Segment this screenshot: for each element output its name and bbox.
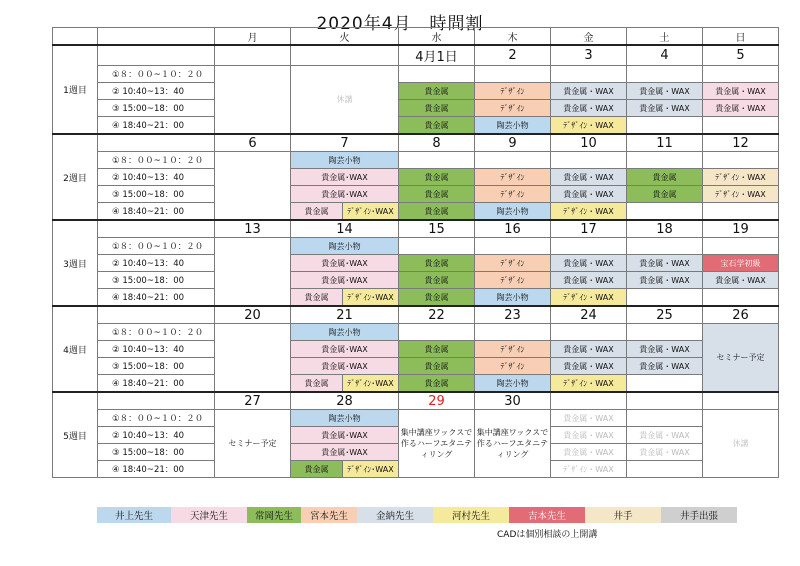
lesson-cell: 貴金属	[399, 169, 475, 186]
lesson-cell: 貴金属・WAX	[627, 255, 703, 272]
slot-label: ③ 15:00~18：00	[98, 186, 215, 203]
slot-label: ③ 15:00~18：00	[98, 358, 215, 375]
slot-label: ①８：００~１０：２０	[98, 324, 215, 341]
lesson-cell: 貴金属	[627, 169, 703, 186]
lesson-cell: ﾃﾞｻﾞｲﾝ･WAX	[343, 203, 399, 221]
weekday-header: 金	[551, 28, 627, 46]
lesson-cell: 貴金属	[291, 375, 343, 393]
lesson-cell: 貴金属･WAX	[291, 341, 399, 358]
slot-label: ④ 18:40~21：00	[98, 117, 215, 135]
lesson-cell: 陶芸小物	[291, 152, 399, 169]
legend-item: 宮本先生	[301, 507, 357, 523]
lesson-cell: 貴金属･WAX	[291, 169, 399, 186]
date-cell: 14	[291, 220, 399, 238]
lesson-cell: 貴金属	[399, 255, 475, 272]
slot-label: ② 10:40~13：40	[98, 83, 215, 100]
date-cell	[291, 45, 399, 66]
legend-item: 常岡先生	[247, 507, 301, 523]
empty-cell	[215, 238, 291, 307]
lesson-cell: ﾃﾞｻﾞｲﾝ･WAX	[343, 289, 399, 307]
date-cell: 21	[291, 306, 399, 324]
slot-label: ④ 18:40~21：00	[98, 203, 215, 221]
closed-cell: 休講	[703, 410, 779, 478]
slot-label: ①８：００~１０：２０	[98, 152, 215, 169]
date-cell: 5	[703, 45, 779, 66]
lesson-cell: ﾃﾞｻﾞｲﾝ・WAX	[551, 203, 627, 221]
lesson-cell: 貴金属・WAX	[551, 358, 627, 375]
empty-cell	[215, 66, 291, 135]
cancelled-lesson-cell: 貴金属・WAX	[551, 427, 627, 444]
lesson-cell: 貴金属･WAX	[291, 427, 399, 444]
lesson-cell: 貴金属	[291, 203, 343, 221]
lesson-cell: 貴金属・WAX	[627, 100, 703, 117]
lesson-cell: 貴金属･WAX	[291, 272, 399, 289]
date-cell: 15	[399, 220, 475, 238]
lesson-cell: ﾃﾞｻﾞｲﾝ・WAX	[703, 169, 779, 186]
date-cell: 10	[551, 134, 627, 152]
date-cell: 24	[551, 306, 627, 324]
lesson-cell: 貴金属･WAX	[291, 444, 399, 461]
date-cell: 3	[551, 45, 627, 66]
legend-item: 河村先生	[433, 507, 509, 523]
lesson-cell: 貴金属・WAX	[551, 255, 627, 272]
lesson-cell: 貴金属	[399, 117, 475, 135]
date-cell: 22	[399, 306, 475, 324]
date-cell: 4月1日	[399, 45, 475, 66]
lesson-cell: 貴金属・WAX	[703, 272, 779, 289]
slot-label: ② 10:40~13：40	[98, 255, 215, 272]
lesson-cell: 貴金属・WAX	[551, 186, 627, 203]
empty-cell	[215, 324, 291, 393]
weekday-header: 木	[475, 28, 551, 46]
lesson-cell: 貴金属	[399, 289, 475, 307]
lesson-cell: ﾃﾞｻﾞｲﾝ	[475, 83, 551, 100]
legend-item: 井手出張	[661, 507, 737, 523]
lesson-cell: 貴金属	[399, 272, 475, 289]
lesson-cell: ﾃﾞｻﾞｲﾝ・WAX	[551, 289, 627, 307]
week-label: 5週目	[53, 392, 98, 478]
slot-label: ④ 18:40~21：00	[98, 289, 215, 307]
date-cell: 19	[703, 220, 779, 238]
date-cell: 16	[475, 220, 551, 238]
slot-label: ② 10:40~13：40	[98, 341, 215, 358]
empty-cell	[215, 152, 291, 221]
lesson-cell: 貴金属	[399, 203, 475, 221]
date-cell: 11	[627, 134, 703, 152]
week-label: 1週目	[53, 45, 98, 134]
date-cell: 6	[215, 134, 291, 152]
lesson-cell: 貴金属・WAX	[627, 83, 703, 100]
lesson-cell: ﾃﾞｻﾞｲﾝ	[475, 341, 551, 358]
date-cell: 25	[627, 306, 703, 324]
weekday-header: 水	[399, 28, 475, 46]
cad-note: CADは個別相談の上開講	[497, 530, 598, 540]
week-label: 2週目	[53, 134, 98, 220]
lesson-cell: 宝石学初級	[703, 255, 779, 272]
date-cell	[551, 392, 627, 410]
legend-item: 金納先生	[357, 507, 433, 523]
lesson-cell: 陶芸小物	[475, 117, 551, 135]
date-cell	[703, 392, 779, 410]
slot-label: ①８：００~１０：２０	[98, 410, 215, 427]
lesson-cell: 陶芸小物	[291, 410, 399, 427]
lesson-cell: 貴金属・WAX	[627, 358, 703, 375]
lesson-cell: 貴金属・WAX	[551, 169, 627, 186]
slot-label: ③ 15:00~18：00	[98, 100, 215, 117]
legend-item: 井手	[585, 507, 661, 523]
lesson-cell: 貴金属	[399, 83, 475, 100]
lesson-cell: 貴金属	[399, 375, 475, 393]
lesson-cell: ﾃﾞｻﾞｲﾝ	[475, 272, 551, 289]
lesson-cell: 貴金属・WAX	[627, 272, 703, 289]
date-cell: 27	[215, 392, 291, 410]
date-cell: 17	[551, 220, 627, 238]
date-cell: 18	[627, 220, 703, 238]
date-cell: 13	[215, 220, 291, 238]
lesson-cell: 貴金属・WAX	[703, 83, 779, 100]
lesson-cell: ﾃﾞｻﾞｲﾝ・WAX	[551, 375, 627, 393]
date-cell: 8	[399, 134, 475, 152]
slot-label: ④ 18:40~21：00	[98, 461, 215, 478]
lesson-cell: 貴金属・WAX	[551, 83, 627, 100]
intensive-course-cell: 集中講座ワックスで作るハーフエタニティリング	[399, 410, 475, 478]
timetable	[52, 27, 779, 478]
lesson-cell: ﾃﾞｻﾞｲﾝ・WAX	[551, 117, 627, 135]
corner-cell	[53, 28, 98, 46]
lesson-cell: ﾃﾞｻﾞｲﾝ・WAX	[703, 186, 779, 203]
lesson-cell: 貴金属	[399, 186, 475, 203]
weekday-header: 火	[291, 28, 399, 46]
lesson-cell: 陶芸小物	[475, 375, 551, 393]
date-cell: 2	[475, 45, 551, 66]
lesson-cell: 貴金属	[627, 186, 703, 203]
cancelled-lesson-cell: 貴金属・WAX	[551, 410, 627, 427]
lesson-cell: 貴金属･WAX	[291, 255, 399, 272]
date-cell: 4	[627, 45, 703, 66]
cancelled-lesson-cell: 貴金属・WAX	[551, 444, 627, 461]
lesson-cell: 貴金属・WAX	[551, 272, 627, 289]
slot-label: ② 10:40~13：40	[98, 427, 215, 444]
page-title: 2020年4月 時間割	[316, 14, 484, 34]
weekday-header: 日	[703, 28, 779, 46]
date-cell	[627, 392, 703, 410]
slot-label: ①８：００~１０：２０	[98, 238, 215, 255]
date-cell: 29	[399, 392, 475, 410]
cancelled-lesson-cell: 貴金属・WAX	[627, 444, 703, 461]
date-cell: 26	[703, 306, 779, 324]
lesson-cell: 陶芸小物	[291, 324, 399, 341]
week-label: 3週目	[53, 220, 98, 306]
lesson-cell: 貴金属・WAX	[551, 341, 627, 358]
lesson-cell: 貴金属･WAX	[291, 358, 399, 375]
cancelled-lesson-cell: ﾃﾞｻﾞｲﾝ・WAX	[551, 461, 627, 478]
slot-label: ①８：００~１０：２０	[98, 66, 215, 83]
date-cell: 20	[215, 306, 291, 324]
weekday-header: 月	[215, 28, 291, 46]
seminar-cell: セミナー予定	[215, 410, 291, 478]
week-label: 4週目	[53, 306, 98, 392]
teacher-legend	[97, 507, 759, 523]
lesson-cell: ﾃﾞｻﾞｲﾝ	[475, 358, 551, 375]
date-cell: 23	[475, 306, 551, 324]
weekday-header: 土	[627, 28, 703, 46]
date-cell: 30	[475, 392, 551, 410]
date-cell	[215, 45, 291, 66]
lesson-cell: 陶芸小物	[291, 238, 399, 255]
lesson-cell: 貴金属･WAX	[291, 186, 399, 203]
lesson-cell: 貴金属・WAX	[551, 100, 627, 117]
lesson-cell: 陶芸小物	[475, 203, 551, 221]
lesson-cell: ﾃﾞｻﾞｲﾝ	[475, 100, 551, 117]
lesson-cell: ﾃﾞｻﾞｲﾝ･WAX	[343, 375, 399, 393]
lesson-cell: 陶芸小物	[475, 289, 551, 307]
lesson-cell: ﾃﾞｻﾞｲﾝ	[475, 255, 551, 272]
closed-cell: 休講	[291, 66, 399, 135]
slot-label: ③ 15:00~18：00	[98, 444, 215, 461]
date-cell: 7	[291, 134, 399, 152]
lesson-cell: ﾃﾞｻﾞｲﾝ･WAX	[343, 461, 399, 478]
lesson-cell: 貴金属	[399, 358, 475, 375]
slot-label: ④ 18:40~21：00	[98, 375, 215, 393]
date-cell: 9	[475, 134, 551, 152]
intensive-course-cell: 集中講座ワックスで作るハーフエタニティリング	[475, 410, 551, 478]
slot-label: ③ 15:00~18：00	[98, 272, 215, 289]
seminar-cell: セミナー予定	[703, 324, 779, 393]
lesson-cell: 貴金属	[291, 289, 343, 307]
lesson-cell: 貴金属・WAX	[703, 100, 779, 117]
legend-item: 吉本先生	[509, 507, 585, 523]
date-cell: 12	[703, 134, 779, 152]
lesson-cell: 貴金属	[291, 461, 343, 478]
lesson-cell: 貴金属	[399, 341, 475, 358]
legend-item: 天津先生	[171, 507, 247, 523]
legend-item: 井上先生	[97, 507, 171, 523]
lesson-cell: 貴金属・WAX	[627, 341, 703, 358]
lesson-cell: ﾃﾞｻﾞｲﾝ	[475, 169, 551, 186]
cancelled-lesson-cell: 貴金属・WAX	[627, 427, 703, 444]
corner-cell	[98, 28, 215, 46]
lesson-cell: ﾃﾞｻﾞｲﾝ	[475, 186, 551, 203]
slot-label: ② 10:40~13：40	[98, 169, 215, 186]
lesson-cell: 貴金属	[399, 100, 475, 117]
date-cell: 28	[291, 392, 399, 410]
